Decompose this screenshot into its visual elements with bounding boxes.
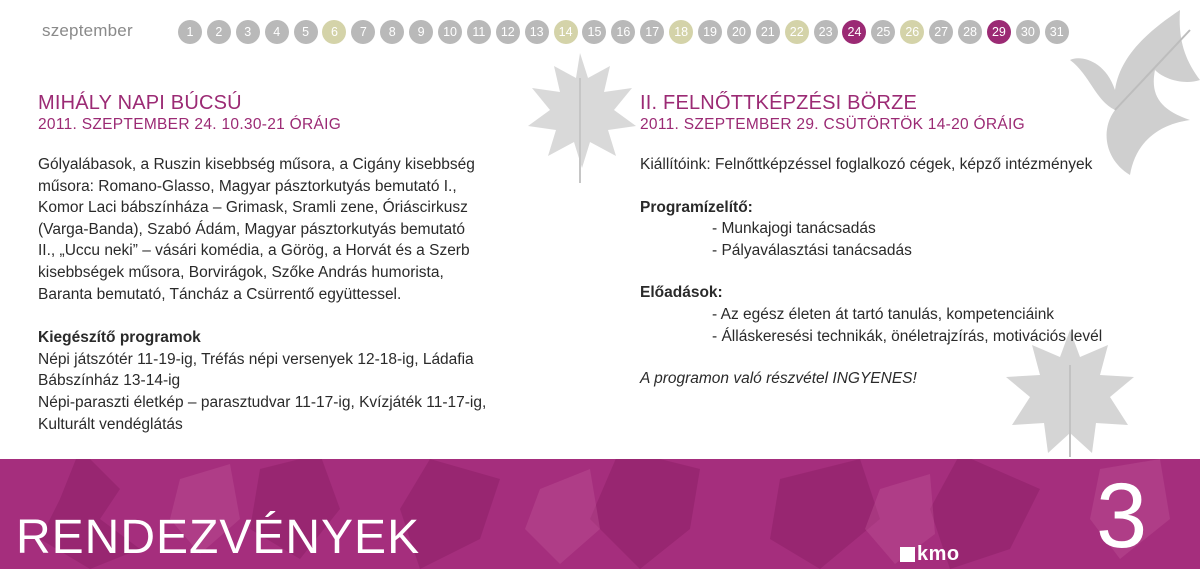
calendar-day: 1 [178, 20, 202, 44]
calendar-day: 3 [236, 20, 260, 44]
logo-square-icon [900, 547, 915, 562]
event2-title: II. FELNŐTTKÉPZÉSI BÖRZE [640, 92, 918, 114]
calendar-day: 11 [467, 20, 491, 44]
calendar-day: 16 [611, 20, 635, 44]
event1-title: MIHÁLY NAPI BÚCSÚ [38, 92, 242, 114]
event1-body-line: II., „Uccu neki” – vásári komédia, a Görög, a Horvát és a Szerb [38, 242, 470, 260]
calendar-day: 21 [756, 20, 780, 44]
event2-lecture-item: - Álláskeresési technikák, önéletrajzírás, motivációs levél [712, 327, 1103, 345]
calendar-day: 24 [842, 20, 866, 44]
event-felnottkepzesi-borze [640, 92, 1185, 390]
calendar-day: 4 [265, 20, 289, 44]
calendar-day: 7 [351, 20, 375, 44]
event1-extra-heading: Kiegészítő programok [38, 329, 201, 347]
event1-body-line: Gólyalábasok, a Ruszin kisebbség műsora, a Cigány kisebbség [38, 156, 475, 173]
logo-text: kmo [917, 543, 960, 565]
event1-body-line: műsora: Romano-Glasso, Magyar pásztorkutyás bemutató I., [38, 177, 457, 195]
event1-body-line: kisebbségek műsora, Borvirágok, Szőke András humorista, [38, 263, 444, 281]
calendar-day: 15 [582, 20, 606, 44]
event2-program-item: - Munkajogi tanácsadás [712, 220, 876, 238]
event1-extra-line: Kulturált vendéglátás [38, 415, 183, 433]
calendar-day: 6 [322, 20, 346, 44]
event1-date: 2011. SZEPTEMBER 24. 10.30-21 ÓRÁIG [38, 116, 342, 133]
calendar-day: 2 [207, 20, 231, 44]
calendar-day: 28 [958, 20, 982, 44]
event1-body-line: Komor Laci bábszínháza – Grimask, Sramli zene, Óriáscirkusz [38, 199, 468, 217]
calendar-day: 25 [871, 20, 895, 44]
calendar-month-label: szeptember [42, 21, 133, 40]
event2-lectures-heading: Előadások: [640, 284, 723, 302]
page-number: 3 [1096, 465, 1148, 567]
event2-lecture-item: - Az egész életen át tartó tanulás, kompetenciáink [712, 305, 1055, 323]
calendar-day: 23 [814, 20, 838, 44]
calendar-day: 10 [438, 20, 462, 44]
calendar-day: 18 [669, 20, 693, 44]
calendar-day: 26 [900, 20, 924, 44]
calendar-day: 22 [785, 20, 809, 44]
event1-body [38, 154, 578, 305]
event-mihaly-napi-bucsu [38, 92, 578, 435]
calendar-day: 12 [496, 20, 520, 44]
calendar-day: 13 [525, 20, 549, 44]
calendar-day: 31 [1045, 20, 1069, 44]
calendar-day: 19 [698, 20, 722, 44]
calendar-day: 9 [409, 20, 433, 44]
section-title: RENDEZVÉNYEK [16, 511, 421, 564]
footer-band [0, 459, 1200, 569]
event2-free-note: A programon való részvétel INGYENES! [640, 370, 917, 388]
calendar-day: 27 [929, 20, 953, 44]
event1-body-line: (Varga-Banda), Szabó Ádám, Magyar pásztorkutyás bemutató [38, 220, 466, 238]
calendar-days [178, 20, 1074, 44]
event1-extra-line: Népi játszótér 11-19-ig, Tréfás népi versenyek 12-18-ig, Ládafia [38, 350, 474, 368]
event1-extra-line: Bábszínház 13-14-ig [38, 372, 181, 390]
event1-body-line: Baranta bemutató, Táncház a Csürrentő együttessel. [38, 285, 402, 303]
calendar-day: 29 [987, 20, 1011, 44]
event2-program-heading: Programízelítő: [640, 198, 753, 216]
calendar-day: 17 [640, 20, 664, 44]
calendar-day: 5 [294, 20, 318, 44]
calendar-day: 20 [727, 20, 751, 44]
calendar-day: 14 [554, 20, 578, 44]
event2-date: 2011. SZEPTEMBER 29. CSÜTÖRTÖK 14-20 ÓRÁIG [640, 116, 1026, 133]
calendar-day: 8 [380, 20, 404, 44]
event2-exhibitors: Kiállítóink: Felnőttképzéssel foglalkozó cégek, képző intézmények [640, 156, 1093, 173]
event2-program-item: - Pályaválasztási tanácsadás [712, 241, 912, 259]
kmo-logo [900, 544, 960, 564]
calendar-day: 30 [1016, 20, 1040, 44]
event1-extra-line: Népi-paraszti életkép – parasztudvar 11-17-ig, Kvízjáték 11-17-ig, [38, 393, 487, 411]
